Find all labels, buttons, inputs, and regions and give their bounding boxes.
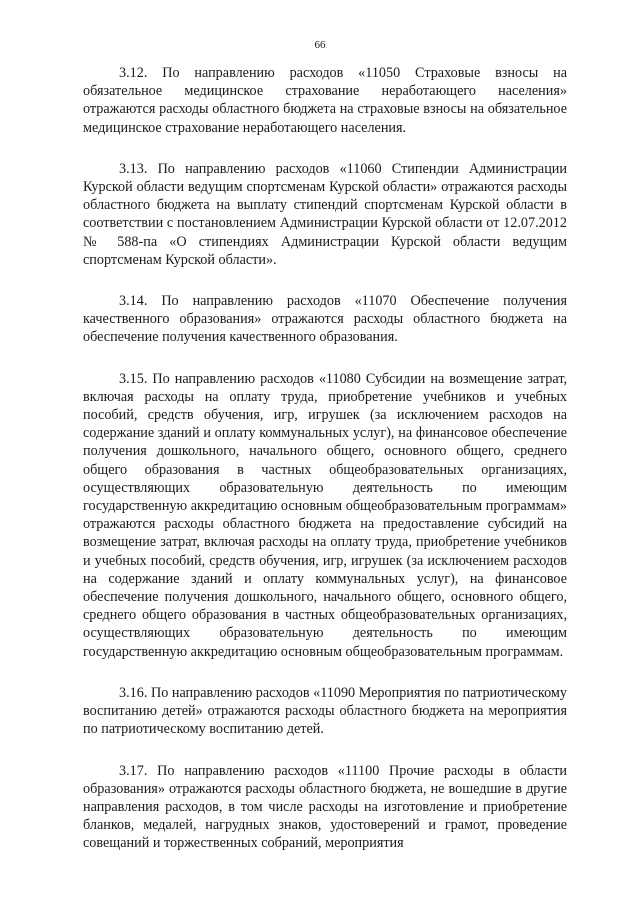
- paragraph-3-15: 3.15. По направлению расходов «11080 Субсидии на возмещение затрат, включая расходы на оплату труда, приобретение учебников и учебных пособий, средств обучения, игр, игрушек (за исключением расходов на содержание зданий и оплату коммунальных услуг), на финансовое обеспечение получения дошкольного, начального общего, основного общего, среднего общего образования в частных общеобразовательных организациях, осуществляющих образовательную деятельность по имеющим государственную аккредитацию основным общеобразовательным программам» отражаются расходы областного бюджета на предоставление субсидий на возмещение затрат, включая расходы на оплату труда, приобретение учебников и учебных пособий, средств обучения, игр, игрушек (за исключением расходов на содержание зданий и оплату коммунальных услуг), на финансовое обеспечение получения дошкольного, начального общего, основного общего, среднего общего образования в частных общеобразовательных организациях, осуществляющих образовательную деятельность по имеющим государственную аккредитацию основным общеобразовательным программам.: [83, 370, 567, 660]
- paragraph-3-13: 3.13. По направлению расходов «11060 Стипендии Администрации Курской области ведущим спортсменам Курской области» отражаются расходы областного бюджета на выплату стипендий спортсменам Курской области в соответствии с постановлением Администрации Курской области от 12.07.2012 № 588-па «О стипендиях Администрации Курской области ведущим спортсменам Курской области».: [83, 160, 567, 268]
- paragraph-3-12: 3.12. По направлению расходов «11050 Страховые взносы на обязательное медицинское страхование неработающего населения» отражаются расходы областного бюджета на страховые взносы на обязательное медицинское страхование неработающего населения.: [83, 65, 567, 136]
- paragraph-3-17: 3.17. По направлению расходов «11100 Прочие расходы в области образования» отражаются расходы областного бюджета, не вошедшие в другие направления расходов, в том числе расходы на изготовление и приобретение бланков, медалей, нагрудных знаков, удостоверений и грамот, проведение совещаний и торжественных собраний, мероприятия: [83, 762, 567, 852]
- paragraph-3-16: 3.16. По направлению расходов «11090 Мероприятия по патриотическому воспитанию детей» отражаются расходы областного бюджета на мероприятия по патриотическому воспитанию детей.: [83, 684, 567, 738]
- paragraph-3-14: 3.14. По направлению расходов «11070 Обеспечение получения качественного образования» отражаются расходы областного бюджета на обеспечение получения качественного образования.: [83, 293, 567, 346]
- page-number: 66: [314, 39, 326, 51]
- document-body: [83, 64, 567, 876]
